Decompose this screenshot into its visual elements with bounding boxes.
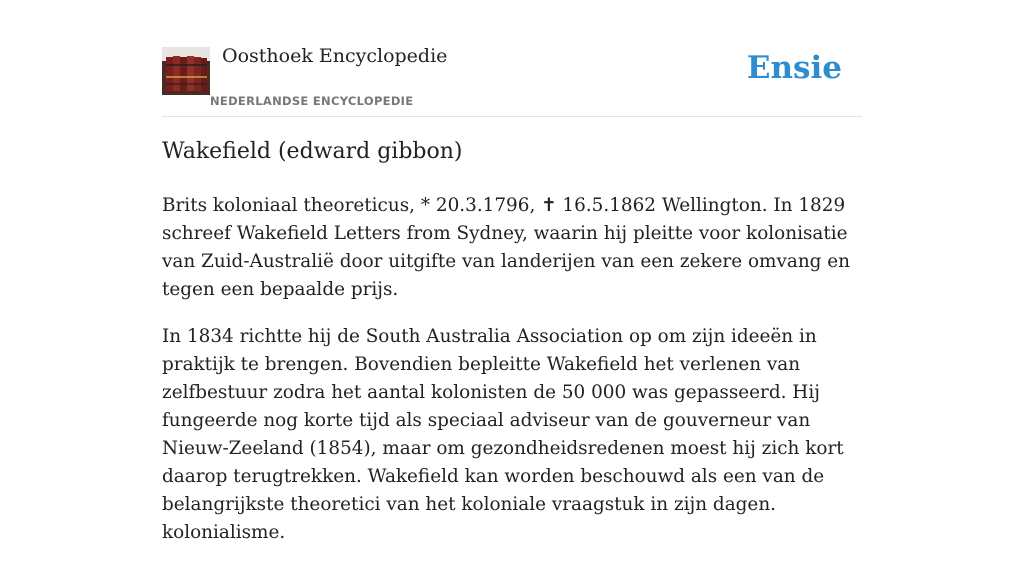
article-title: Wakefield (edward gibbon) — [162, 139, 463, 164]
page — [162, 0, 862, 543]
article-paragraph: Brits koloniaal theoreticus, * 20.3.1796, ✝ 16.5.1862 Wellington. In 1829 schreef Wakefield Letters from Sydney, waarin hij pleitte voor kolonisatie van Zuid-Australië door uitgifte van landerijen van een zekere omvang en tegen een bepaalde prijs. — [162, 195, 851, 300]
ensie-logo[interactable]: Ensie — [746, 50, 842, 86]
site-header — [162, 0, 862, 117]
book-spines-icon — [162, 47, 210, 95]
article-body — [162, 192, 862, 566]
site-title[interactable]: Oosthoek Encyclopedie — [222, 45, 448, 67]
site-subtitle: NEDERLANDSE ENCYCLOPEDIE — [210, 94, 414, 108]
encyclopedia-avatar[interactable] — [162, 47, 210, 95]
article-paragraph: In 1834 richtte hij de South Australia Association op om zijn ideeën in praktijk te brengen. Bovendien bepleitte Wakefield het verlenen van zelfbestuur zodra het aantal kolonisten de 50 000 was gepasseerd. Hij fungeerde nog korte tijd als speciaal adviseur van de gouverneur van Nieuw-Zeeland (1854), maar om gezondheidsredenen moest hij zich kort daarop terugtrekken. Wakefield kan worden beschouwd als een van de belangrijkste theoretici van het koloniale vraagstuk in zijn dagen. kolonialisme. — [162, 326, 844, 543]
